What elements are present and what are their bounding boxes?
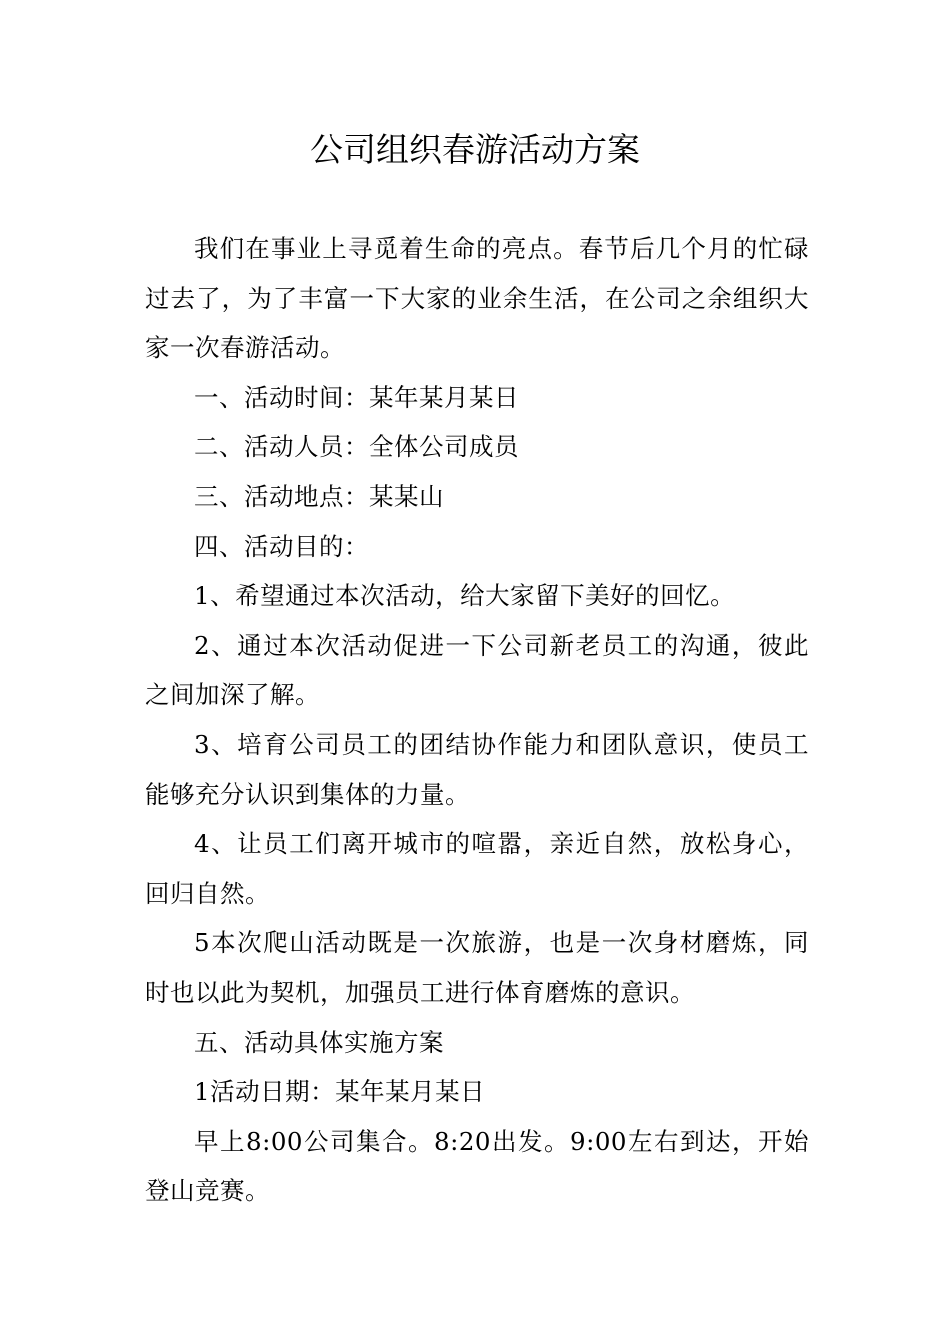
paragraph-activity-purpose-heading: 四、活动目的： <box>194 531 369 561</box>
paragraph-intro: 我们在事业上寻觅着生命的亮点。春节后几个月的忙碌过去了，为了丰富一下大家的业余生活，在公司之余组织大家一次春游活动。 <box>145 234 809 363</box>
paragraph-purpose-5: 5本次爬山活动既是一次旅游，也是一次身材磨炼，同时也以此为契机，加强员工进行体育磨炼的意识。 <box>145 928 809 1007</box>
paragraph-activity-people: 二、活动人员：全体公司成员 <box>194 432 519 462</box>
paragraph-purpose-1: 1、希望通过本次活动，给大家留下美好的回忆。 <box>194 581 736 611</box>
document-title: 公司组织春游活动方案 <box>310 130 640 169</box>
paragraph-schedule: 早上8:00公司集合。8:20出发。9:00左右到达，开始登山竞赛。 <box>145 1126 809 1206</box>
paragraph-purpose-4: 4、让员工们离开城市的喧嚣，亲近自然，放松身心，回归自然。 <box>145 829 809 908</box>
document-body <box>145 224 809 1216</box>
paragraph-activity-date: 1活动日期：某年某月某日 <box>194 1077 486 1107</box>
paragraph-activity-location: 三、活动地点：某某山 <box>194 481 444 511</box>
paragraph-purpose-2: 2、通过本次活动促进一下公司新老员工的沟通，彼此之间加深了解。 <box>145 630 809 710</box>
paragraph-activity-time: 一、活动时间：某年某月某日 <box>194 382 519 412</box>
paragraph-implementation-heading: 五、活动具体实施方案 <box>194 1027 444 1057</box>
paragraph-purpose-3: 3、培育公司员工的团结协作能力和团队意识，使员工能够充分认识到集体的力量。 <box>145 729 809 809</box>
